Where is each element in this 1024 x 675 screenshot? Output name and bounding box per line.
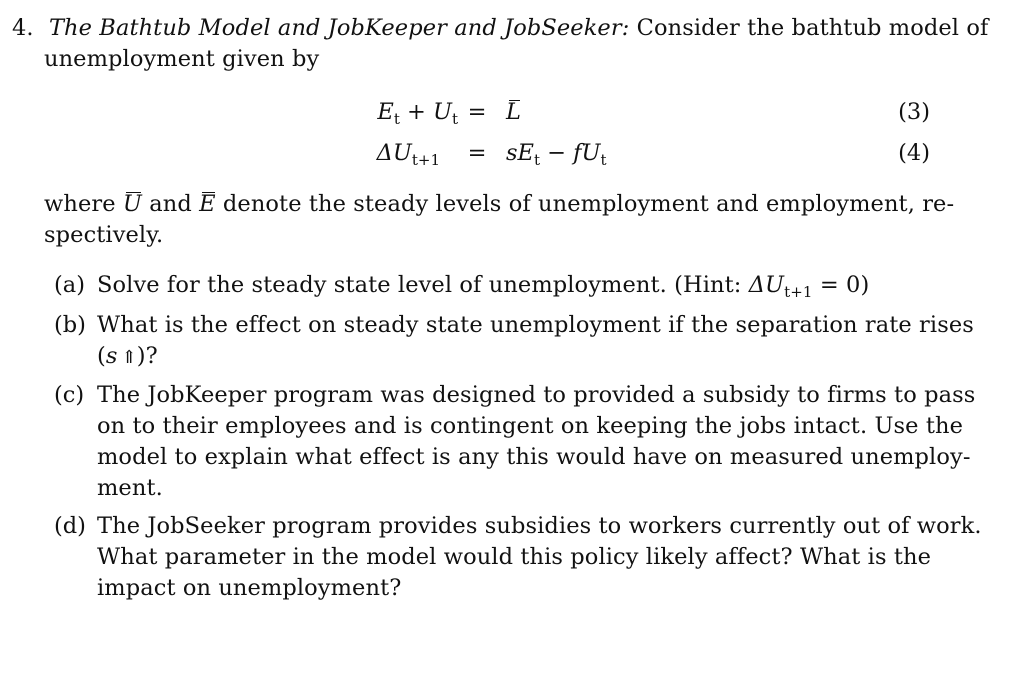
question-intro-2: unemployment given by <box>44 46 320 72</box>
equation-4-tag: (4) <box>898 140 930 166</box>
where-line-1: where U and E denote the steady levels of unemployment and employment, re- <box>44 189 954 220</box>
item-c-line-3: model to explain what effect is any this would have on measured unemploy- <box>97 444 971 470</box>
item-a-label: (a) <box>54 272 85 298</box>
up-arrow-icon: ⇑ <box>121 347 137 368</box>
item-a-text: Solve for the steady state level of unemployment. (Hint: $\Delta U_{t+1} = 0$) <box>97 272 870 301</box>
item-c-line-4: ment. <box>97 475 163 501</box>
question-heading <box>12 13 988 44</box>
item-c-line-2: on to their employees and is contingent on keeping the jobs intact. Use the <box>97 413 963 439</box>
u-bar-symbol: U <box>123 189 142 220</box>
equation-4-lhs: $\Delta U_{t+1}$ <box>376 140 440 169</box>
equation-3-relation: = <box>467 99 487 125</box>
item-d-line-1: The JobSeeker program provides subsidies to workers currently out of work. <box>97 513 982 539</box>
equation-3-rhs: L <box>506 97 521 128</box>
item-c-label: (c) <box>54 382 85 408</box>
item-d-line-2: What parameter in the model would this policy likely affect? What is the <box>97 544 932 570</box>
item-b-line-1: What is the effect on steady state unemployment if the separation rate rises <box>97 312 974 338</box>
question-title: The Bathtub Model and JobKeeper and JobSeeker: <box>48 15 630 41</box>
equation-3-lhs: $E_t + U_t$ <box>377 99 458 128</box>
equation-4-relation: = <box>467 140 487 166</box>
item-b-line-2: (s ⇑)? <box>97 343 158 369</box>
e-bar-symbol: E <box>199 189 216 220</box>
equation-4-rhs: $sE_t - fU_t$ <box>506 140 607 169</box>
where-line-2: spectively. <box>44 222 164 248</box>
item-b-label: (b) <box>54 312 86 338</box>
equation-3-tag: (3) <box>898 99 930 125</box>
question-number: 4. <box>12 15 34 41</box>
question-intro-1: Consider the bathtub model of <box>636 15 989 41</box>
item-d-line-3: impact on unemployment? <box>97 575 402 601</box>
item-d-label: (d) <box>54 513 86 539</box>
item-c-line-1: The JobKeeper program was designed to provided a subsidy to firms to pass <box>97 382 976 408</box>
